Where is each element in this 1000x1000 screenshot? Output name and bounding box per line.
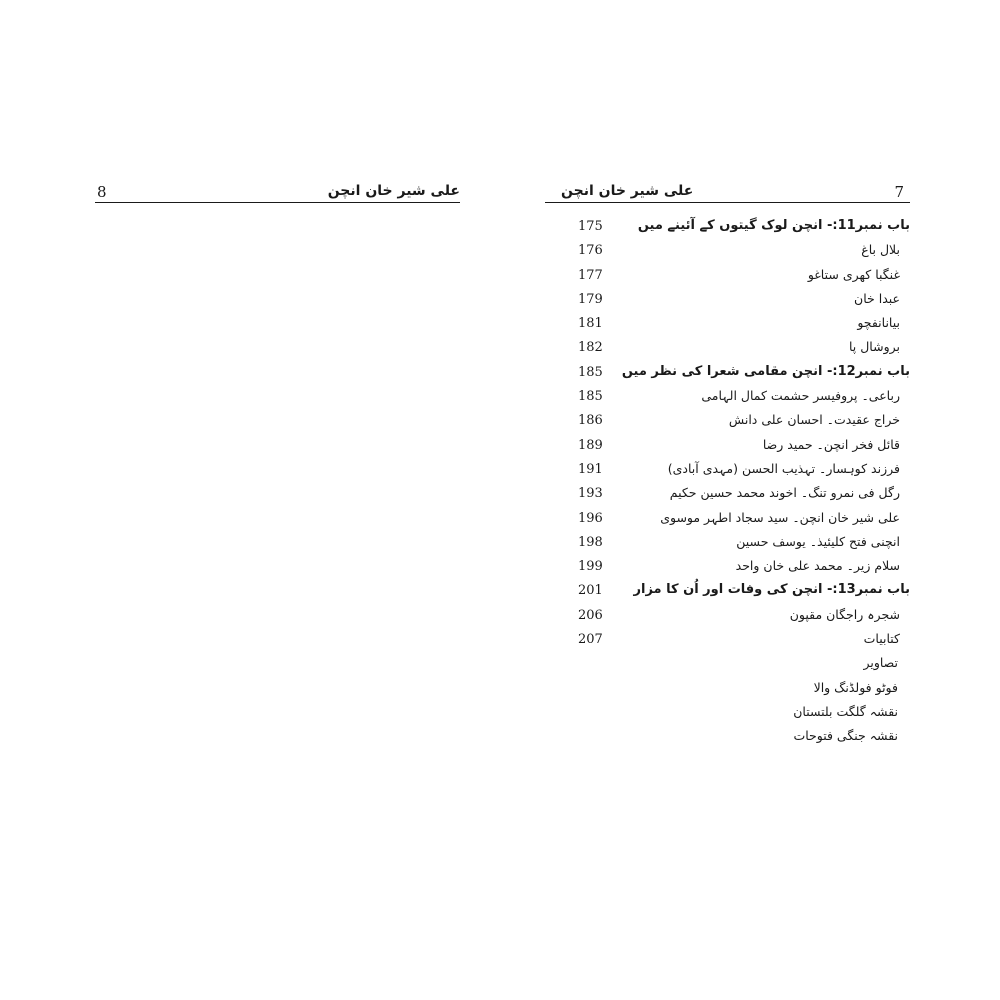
toc-entry-title: کتابیات	[863, 631, 900, 647]
toc-entry-title: بلال باغ	[861, 242, 900, 258]
toc-page-number: 179	[578, 291, 603, 307]
toc-entry-row	[545, 240, 910, 264]
toc-entry-row	[545, 678, 910, 702]
toc-entry-title: شجرہ راجگان مقپون	[789, 606, 900, 622]
toc-entry-row	[545, 459, 910, 483]
left-running-header	[95, 178, 460, 203]
toc-entry-title: غنگبا کھری ستاغو	[807, 266, 900, 282]
toc-page-number: 201	[578, 583, 603, 599]
left-header-title: علی شیر خان انچن	[327, 183, 460, 199]
toc-page-number: 185	[578, 364, 603, 380]
toc-entry-title: تصاویر	[863, 655, 898, 671]
right-running-header	[545, 178, 910, 203]
right-header-title: علی شیر خان انچن	[561, 183, 694, 199]
toc-entry-title: بیانانفچو	[857, 315, 900, 331]
toc-entry-row	[545, 337, 910, 361]
toc-page-number: 176	[578, 243, 603, 259]
toc-entry-title: باب نمبر11:- انچن لوک گیتوں کے آئینے میں	[637, 218, 910, 233]
toc-entry-title: فرزند کوہسار۔ تہذیب الحسن (مہدی آبادی)	[667, 460, 900, 476]
toc-entry-row	[545, 629, 910, 653]
toc-page-number: 189	[578, 437, 603, 453]
toc-page-number: 196	[578, 510, 603, 526]
table-of-contents	[545, 216, 910, 751]
toc-page-number: 177	[578, 267, 603, 283]
toc-entry-row	[545, 532, 910, 556]
toc-entry-row	[545, 289, 910, 313]
toc-entry-row	[545, 702, 910, 726]
toc-entry-title: عبدا خان	[854, 290, 900, 306]
toc-page-number: 207	[578, 632, 603, 648]
left-page-number: 8	[97, 183, 107, 201]
toc-entry-row	[545, 313, 910, 337]
toc-entry-title: نقشہ گلگت بلتستان	[793, 703, 898, 719]
right-page-number: 7	[894, 183, 904, 201]
toc-entry-title: باب نمبر12:- انچن مقامی شعرا کی نظر میں	[621, 363, 910, 379]
toc-page-number: 182	[578, 340, 603, 356]
toc-entry-row	[545, 435, 910, 459]
toc-entry-title: باب نمبر13:- انچن کی وفات اور اُن کا مزار	[633, 582, 910, 598]
toc-page-number: 199	[578, 559, 603, 575]
toc-entry-row	[545, 726, 910, 750]
toc-page-number: 206	[578, 607, 603, 623]
toc-entry-row	[545, 605, 910, 629]
toc-page-number: 185	[578, 389, 603, 405]
toc-page-number: 193	[578, 486, 603, 502]
toc-chapter-row	[545, 362, 910, 386]
toc-entry-row	[545, 556, 910, 580]
toc-entry-title: خراج عقیدت۔ احسان علی دانش	[728, 412, 900, 428]
toc-page-number: 186	[578, 413, 603, 429]
toc-entry-row	[545, 653, 910, 677]
toc-chapter-row	[545, 580, 910, 604]
toc-page-number: 175	[578, 219, 603, 234]
toc-entry-row	[545, 386, 910, 410]
toc-entry-title: انچنی فتح کلیئیذ۔ یوسف حسین	[736, 533, 900, 549]
toc-entry-row	[545, 410, 910, 434]
toc-page-number: 198	[578, 534, 603, 550]
toc-entry-title: رگل فی نمرو تنگ۔ اخوند محمد حسین حکیم	[669, 485, 900, 501]
toc-page-number: 191	[578, 461, 603, 477]
toc-page-number: 181	[578, 316, 603, 332]
toc-entry-title: رباعی۔ پروفیسر حشمت کمال الہامی	[701, 388, 900, 404]
toc-entry-title: علی شیر خان انچن۔ سید سجاد اطہر موسوی	[660, 509, 900, 525]
toc-entry-title: سلام زیر۔ محمد علی خان واحد	[735, 558, 900, 574]
toc-entry-row	[545, 265, 910, 289]
toc-entry-row	[545, 508, 910, 532]
toc-entry-row	[545, 483, 910, 507]
toc-chapter-row	[545, 216, 910, 240]
toc-entry-title: بروشال پا	[848, 339, 900, 355]
toc-entry-title: فوٹو فولڈنگ والا	[813, 679, 898, 695]
toc-entry-title: نقشہ جنگی فتوحات	[793, 728, 898, 744]
toc-entry-title: قائل فخر انچن۔ حمید رضا	[762, 436, 900, 452]
